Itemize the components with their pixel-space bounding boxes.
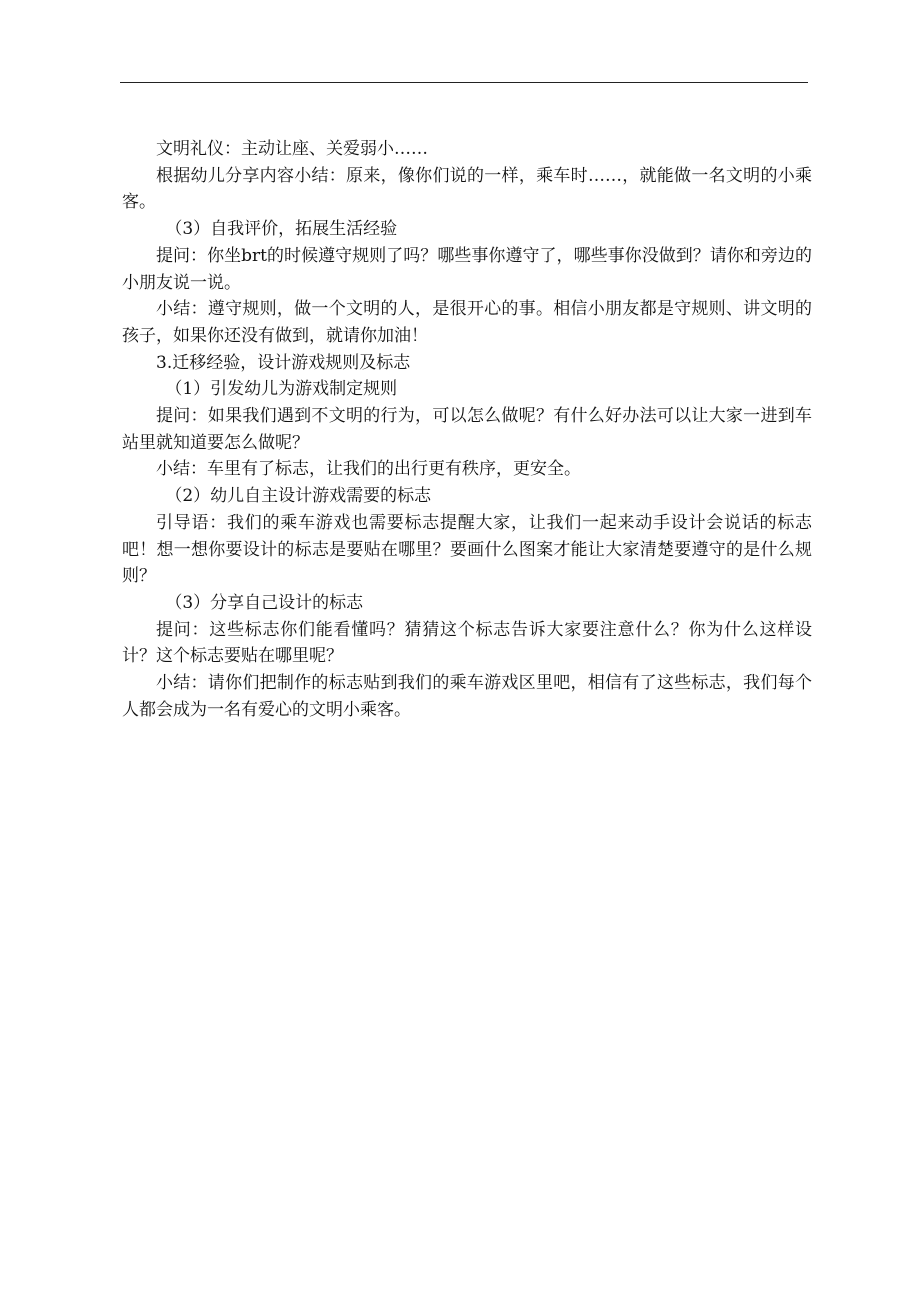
subheading-paragraph: （2）幼儿自主设计游戏需要的标志 <box>165 486 432 507</box>
body-paragraph: 提问：这些标志你们能看懂吗？猜猜这个标志告诉大家要注意什么？你为什么这样设计？这个标志要贴在哪里呢？ <box>122 619 812 667</box>
subheading-paragraph: （3）自我评价，拓展生活经验 <box>165 219 398 240</box>
body-paragraph: 提问：如果我们遇到不文明的行为，可以怎么做呢？有什么好办法可以让大家一进到车站里就知道要怎么做呢？ <box>122 406 812 453</box>
body-paragraph: 提问：你坐brt的时候遵守规则了吗？哪些事你遵守了，哪些事你没做到？请你和旁边的小朋友说一说。 <box>122 245 812 293</box>
body-paragraph: 小结：请你们把制作的标志贴到我们的乘车游戏区里吧，相信有了这些标志，我们每个人都会成为一名有爱心的文明小乘客。 <box>122 673 812 720</box>
body-paragraph: 小结：遵守规则，做一个文明的人，是很开心的事。相信小朋友都是守规则、讲文明的孩子，如果你还没有做到，就请你加油！ <box>122 299 812 346</box>
body-paragraph: 3.迁移经验，设计游戏规则及标志 <box>156 352 411 373</box>
subheading-paragraph: （3）分享自己设计的标志 <box>165 592 364 613</box>
body-paragraph: 小结：车里有了标志，让我们的出行更有秩序，更安全。 <box>156 459 581 480</box>
document-body <box>122 136 812 723</box>
body-paragraph: 根据幼儿分享内容小结：原来，像你们说的一样，乘车时……，就能做一名文明的小乘客。 <box>122 165 812 213</box>
subheading-paragraph: （1）引发幼儿为游戏制定规则 <box>165 379 398 400</box>
body-paragraph: 引导语：我们的乘车游戏也需要标志提醒大家，让我们一起来动手设计会说话的标志吧！想一想你要设计的标志是要贴在哪里？要画什么图案才能让大家清楚要遵守的是什么规则？ <box>122 512 812 587</box>
body-paragraph: 文明礼仪：主动让座、关爱弱小…… <box>156 139 428 159</box>
header-rule <box>120 82 808 83</box>
